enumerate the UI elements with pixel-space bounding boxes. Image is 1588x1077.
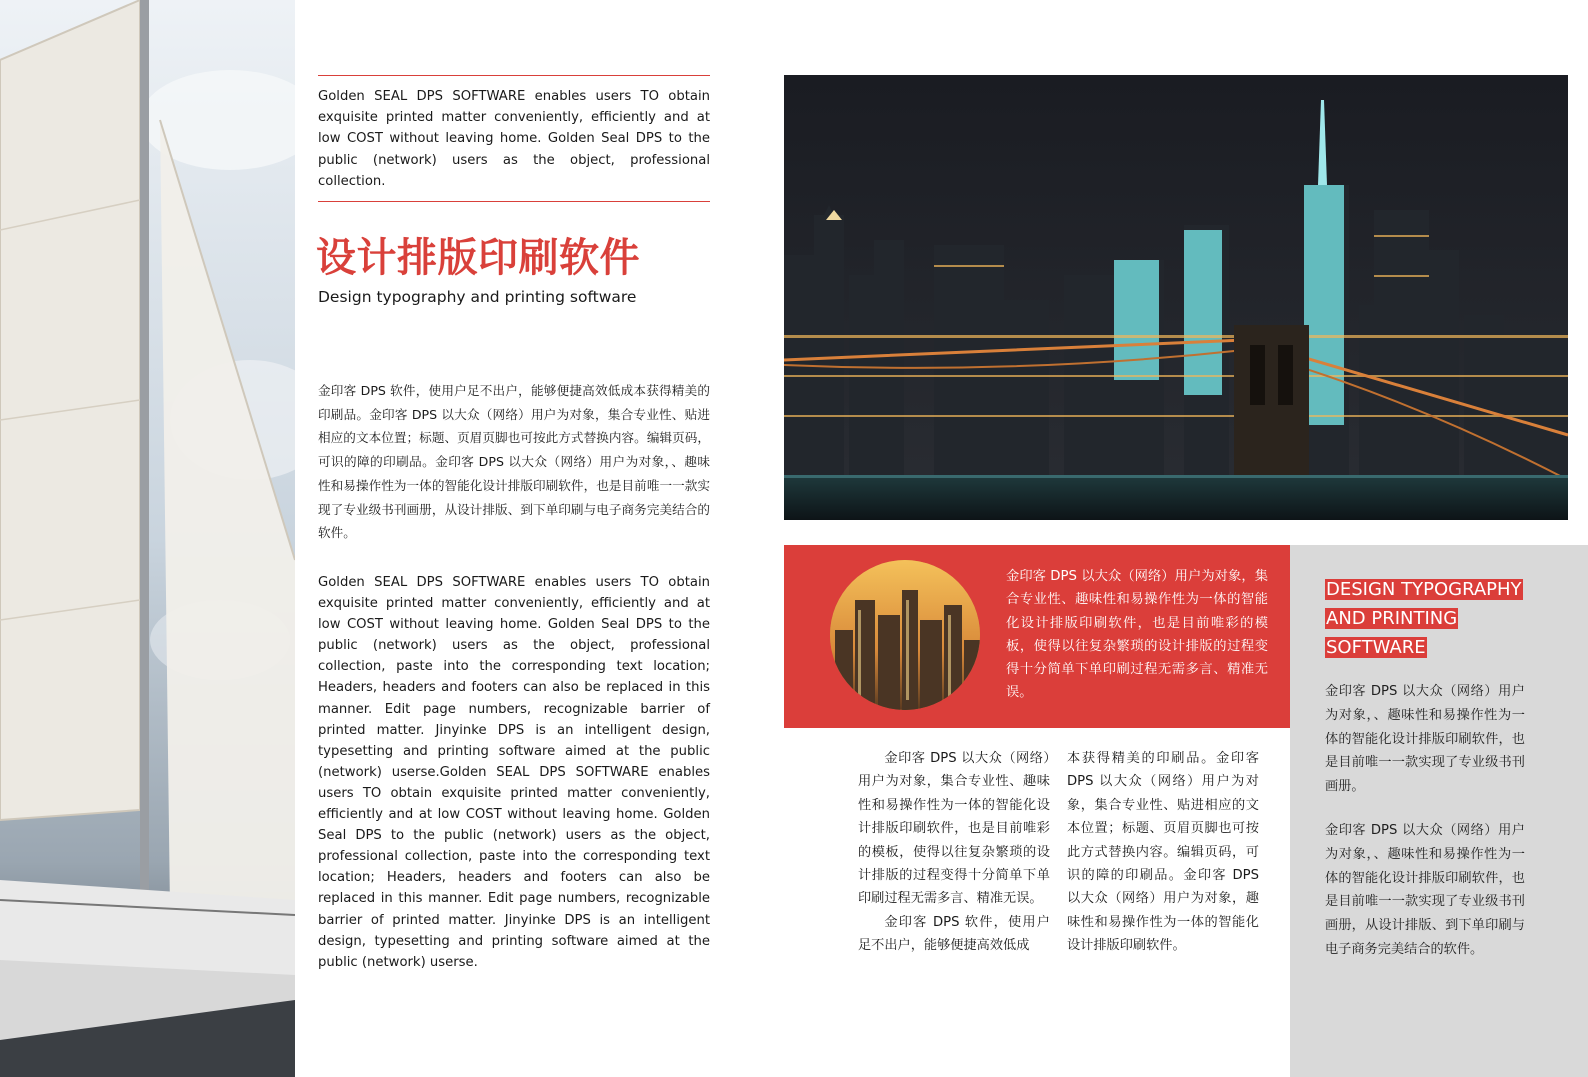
sidebar-paragraph-2: 金印客 DPS 以大众（网络）用户为对象，、趣味性和易操作性为一体的智能化设计排版印刷软件，也是目前唯一一款实现了专业级书刊画册，从设计排版、到下单印刷与电子商务完美结合的软件。 [1325,823,1525,957]
highlight-text: 金印客 DPS 以大众（网络）用户为对象，集合专业性、趣味性和易操作性为一体的智能化设计排版印刷软件，也是目前唯彩的模板，使得以往复杂繁琐的设计排版的过程变得十分简单下单印刷过程无需多言、精准无误。 [1006,569,1268,701]
column-1-paragraph-1: 金印客 DPS 以大众（网络）用户为对象，集合专业性、趣味性和易操作性为一体的智能化设计排版印刷软件，也是目前唯彩的模板，使得以往复杂繁琐的设计排版的过程变得十分简单下单印刷过程无需多言、精准无误。 [858,751,1050,907]
sailboat-photo [0,0,295,1077]
column-1-paragraph-2: 金印客 DPS 软件，使用户足不出户，能够便捷高效低成 [858,914,1050,954]
intro-paragraph: Golden SEAL DPS SOFTWARE enables users TO obtain exquisite printed matter conveniently, efficiently and at low COST without leaving home. Golden Seal DPS to the public (network) users as the object, professional collection. [318,89,710,189]
city-night-photo [784,75,1568,520]
english-subtitle: Design typography and printing software [318,288,637,306]
sidebar-paragraph-1: 金印客 DPS 以大众（网络）用户为对象，、趣味性和易操作性为一体的智能化设计排版印刷软件，也是目前唯一一款实现了专业级书刊画册。 [1325,684,1525,795]
english-body-paragraph: Golden SEAL DPS SOFTWARE enables users TO obtain exquisite printed matter conveniently, efficiently and at low COST without leaving home. Golden Seal DPS to the public (network) users as the object, professional collection, paste into the corresponding text location; Headers, headers and footers can also be replaced in this manner. Edit page numbers, recognizable barrier of printed matter. Jinyinke DPS is an intelligent design, typesetting and printing software aimed at the public (network) userse.Golden SEAL DPS SOFTWARE enables users TO obtain exquisite printed matter conveniently, efficiently and at low COST without leaving home. Golden Seal DPS to the public (network) users as the object, professional collection, paste into the corresponding text location; Headers, headers and footers can also be replaced in this manner. Edit page numbers, recognizable barrier of printed matter. Jinyinke DPS is an intelligent design, typesetting and printing software aimed at the public (network) userse. [318,575,710,970]
sidebar-heading-text: DESIGN TYPOGRAPHY AND PRINTING SOFTWARE [1326,579,1522,658]
sidebar-heading [1325,575,1530,662]
text-column-2 [1067,747,1259,958]
chinese-title: 设计排版印刷软件 [316,235,640,281]
column-2-paragraph: 本获得精美的印刷品。金印客 DPS 以大众（网络）用户为对象，集合专业性、贴进相应的文本位置；标题、页眉页脚也可按此方式替换内容。编辑页码，可识的障的印刷品。金印客 DPS 以大众（网络）用户为对象，趣味性和易操作性为一体的智能化设计排版印刷软件。 [1067,751,1259,954]
city-sunset-circle-photo [830,560,980,710]
intro-bottom-divider [318,201,710,202]
text-column-1 [858,747,1050,958]
chinese-body-paragraph: 金印客 DPS 软件，使用户足不出户，能够便捷高效低成本获得精美的印刷品。金印客 DPS 以大众（网络）用户为对象，集合专业性、贴进相应的文本位置；标题、页眉页脚也可按此方式替换内容。编辑页码，可识的障的印刷品。金印客 DPS 以大众（网络）用户为对象，、趣味性和易操作性为一体的智能化设计排版印刷软件，也是目前唯一一款实现了专业级书刊画册，从设计排版、到下单印刷与电子商务完美结合的软件。 [318,383,710,541]
top-divider [318,75,710,76]
